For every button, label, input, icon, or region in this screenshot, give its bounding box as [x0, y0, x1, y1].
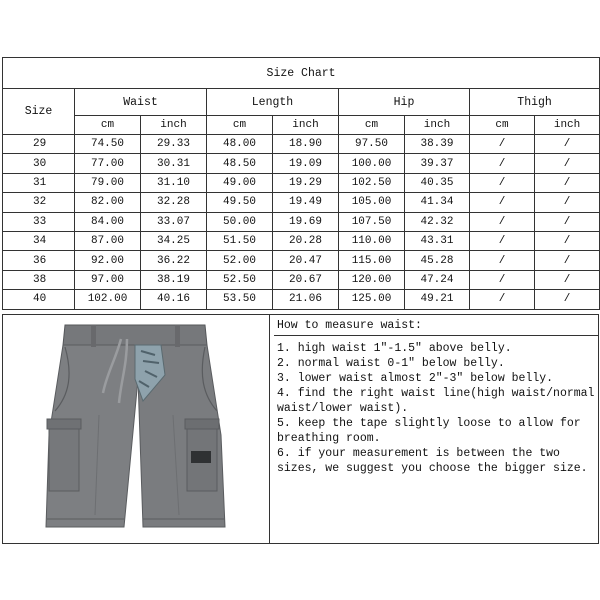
length-header: Length: [207, 89, 339, 116]
table-row: [3, 270, 600, 289]
measurement-cell: 41.34: [405, 193, 470, 212]
tip-item: 3. lower waist almost 2"-3" below belly.: [277, 372, 554, 385]
measurement-cell: 92.00: [75, 251, 141, 270]
measurement-cell: 49.21: [405, 290, 470, 309]
unit-header: inch: [535, 116, 600, 135]
measurement-cell: 34.25: [141, 231, 207, 250]
measurement-cell: 53.50: [207, 290, 273, 309]
measurement-cell: /: [535, 193, 600, 212]
how-to-measure-title: How to measure waist:: [274, 315, 598, 336]
measurement-cell: /: [470, 231, 535, 250]
measurement-cell: 48.00: [207, 135, 273, 154]
measurement-cell: 45.28: [405, 251, 470, 270]
measurement-cell: 42.32: [405, 212, 470, 231]
tip-item: 5. keep the tape slightly loose to allow for breathing room.: [277, 417, 581, 445]
measurement-cell: /: [535, 231, 600, 250]
measurement-cell: 84.00: [75, 212, 141, 231]
measurement-cell: 40.16: [141, 290, 207, 309]
table-row: [3, 251, 600, 270]
measurement-cell: 33.07: [141, 212, 207, 231]
size-cell: 33: [3, 212, 75, 231]
measurement-cell: 102.00: [75, 290, 141, 309]
measurement-cell: /: [535, 251, 600, 270]
measurement-cell: /: [470, 212, 535, 231]
measurement-cell: 87.00: [75, 231, 141, 250]
measurement-cell: 49.50: [207, 193, 273, 212]
measurement-cell: /: [470, 251, 535, 270]
measurement-cell: 82.00: [75, 193, 141, 212]
measurement-cell: 51.50: [207, 231, 273, 250]
table-row: [3, 173, 600, 192]
size-cell: 31: [3, 173, 75, 192]
table-row: [3, 193, 600, 212]
measurement-cell: 52.00: [207, 251, 273, 270]
hip-header: Hip: [339, 89, 470, 116]
measurement-cell: 32.28: [141, 193, 207, 212]
table-row: [3, 154, 600, 173]
unit-header: inch: [405, 116, 470, 135]
measurement-cell: /: [470, 154, 535, 173]
measurement-cell: /: [470, 135, 535, 154]
measurement-cell: /: [470, 290, 535, 309]
measurement-cell: /: [535, 290, 600, 309]
measurement-cell: 38.39: [405, 135, 470, 154]
measurement-cell: 125.00: [339, 290, 405, 309]
label-patch: [191, 451, 211, 463]
measurement-cell: /: [470, 193, 535, 212]
unit-header: cm: [339, 116, 405, 135]
table-row: [3, 135, 600, 154]
unit-header: cm: [207, 116, 273, 135]
measurement-cell: 40.35: [405, 173, 470, 192]
table-row: [3, 212, 600, 231]
tip-item: 2. normal waist 0-1" below belly.: [277, 357, 505, 370]
measurement-cell: 43.31: [405, 231, 470, 250]
size-chart-body: [3, 135, 600, 310]
measurement-cell: 30.31: [141, 154, 207, 173]
measurement-cell: 100.00: [339, 154, 405, 173]
tip-item: 1. high waist 1"-1.5" above belly.: [277, 342, 512, 355]
measurement-cell: 105.00: [339, 193, 405, 212]
measurement-cell: /: [535, 173, 600, 192]
unit-header: inch: [273, 116, 339, 135]
measurement-cell: /: [535, 154, 600, 173]
measurement-cell: 20.28: [273, 231, 339, 250]
table-row: [3, 231, 600, 250]
size-cell: 30: [3, 154, 75, 173]
table-row: [3, 290, 600, 309]
measurement-cell: 50.00: [207, 212, 273, 231]
size-chart-table: [2, 57, 600, 310]
measure-tips: [274, 341, 599, 476]
left-cargo-pocket: [49, 425, 79, 491]
measurement-cell: 29.33: [141, 135, 207, 154]
measurement-cell: 102.50: [339, 173, 405, 192]
measurement-cell: 97.50: [339, 135, 405, 154]
size-column-header: Size: [3, 89, 75, 135]
waist-header: Waist: [75, 89, 207, 116]
measurement-cell: 120.00: [339, 270, 405, 289]
size-cell: 40: [3, 290, 75, 309]
measurement-cell: /: [535, 212, 600, 231]
unit-header: cm: [470, 116, 535, 135]
shorts-waistband: [63, 325, 207, 345]
measurement-cell: 31.10: [141, 173, 207, 192]
measurement-cell: 20.47: [273, 251, 339, 270]
measurement-cell: 21.06: [273, 290, 339, 309]
measurement-cell: 20.67: [273, 270, 339, 289]
unit-header: cm: [75, 116, 141, 135]
measurement-cell: /: [470, 173, 535, 192]
size-cell: 38: [3, 270, 75, 289]
measurement-cell: 19.49: [273, 193, 339, 212]
size-cell: 36: [3, 251, 75, 270]
measurement-cell: /: [535, 270, 600, 289]
measurement-cell: 107.50: [339, 212, 405, 231]
measurement-cell: 77.00: [75, 154, 141, 173]
measurement-cell: 18.90: [273, 135, 339, 154]
measurement-cell: 48.50: [207, 154, 273, 173]
thigh-header: Thigh: [470, 89, 600, 116]
unit-header: inch: [141, 116, 207, 135]
measurement-cell: 19.29: [273, 173, 339, 192]
measure-panel: [2, 314, 599, 544]
size-cell: 29: [3, 135, 75, 154]
tip-item: 6. if your measurement is between the two sizes, we suggest you choose the bigger size.: [277, 447, 588, 475]
measurement-cell: 47.24: [405, 270, 470, 289]
measurement-cell: 79.00: [75, 173, 141, 192]
measurement-cell: 38.19: [141, 270, 207, 289]
measurement-cell: 19.69: [273, 212, 339, 231]
measurement-cell: 74.50: [75, 135, 141, 154]
measurement-cell: /: [535, 135, 600, 154]
size-chart-title: Size Chart: [3, 58, 600, 89]
size-cell: 34: [3, 231, 75, 250]
measurement-cell: 52.50: [207, 270, 273, 289]
measurement-cell: 19.09: [273, 154, 339, 173]
tip-item: 4. find the right waist line(high waist/normal waist/lower waist).: [277, 387, 595, 415]
measurement-cell: 49.00: [207, 173, 273, 192]
size-cell: 32: [3, 193, 75, 212]
measurement-cell: 97.00: [75, 270, 141, 289]
product-photo: [3, 315, 270, 543]
measurement-cell: /: [470, 270, 535, 289]
measurement-cell: 110.00: [339, 231, 405, 250]
measurement-cell: 39.37: [405, 154, 470, 173]
measurement-cell: 36.22: [141, 251, 207, 270]
measurement-cell: 115.00: [339, 251, 405, 270]
